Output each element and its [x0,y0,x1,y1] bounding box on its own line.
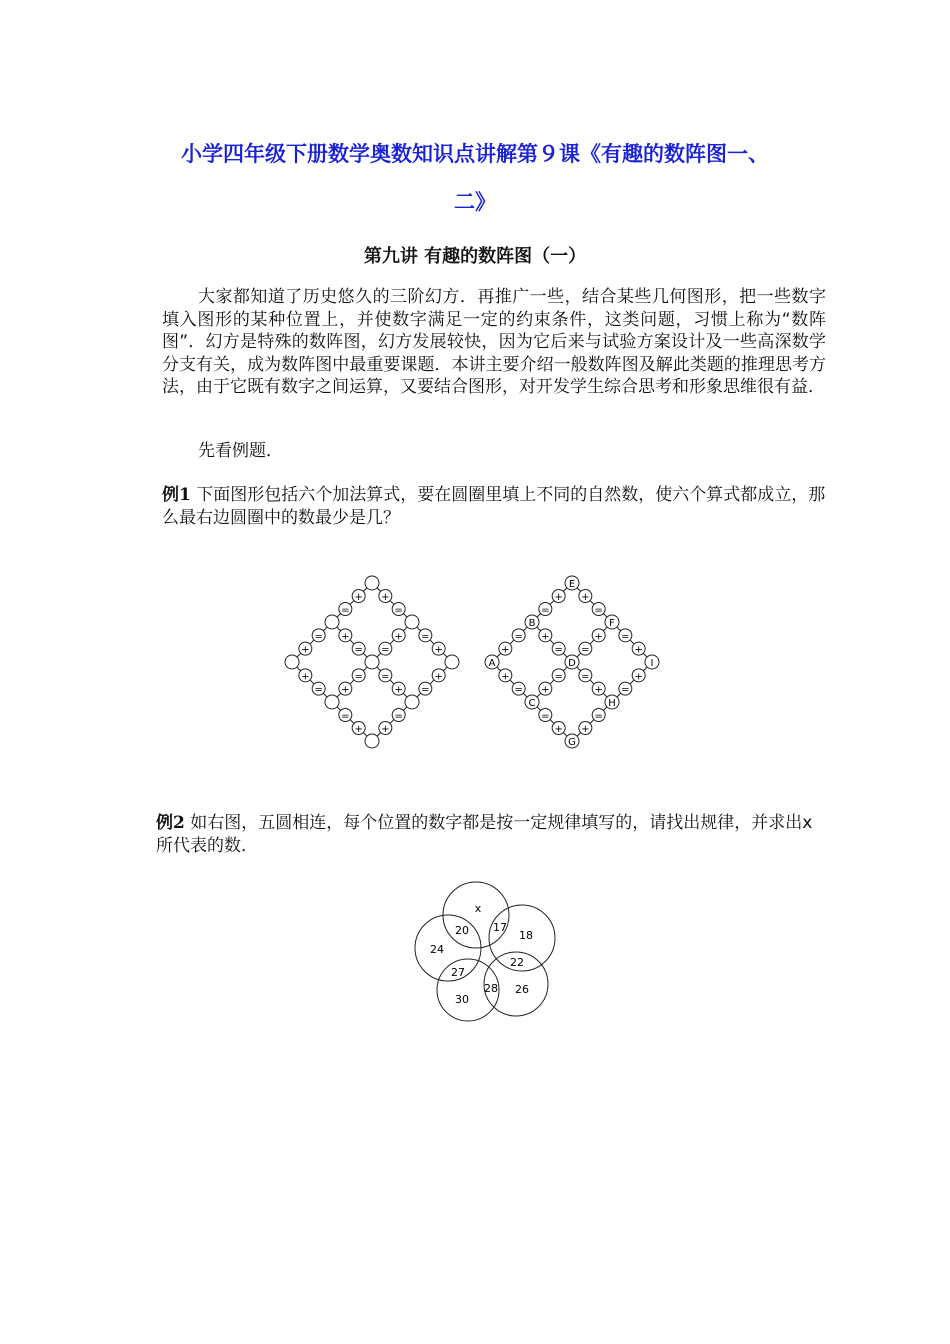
document-title-line-2: 二》 [454,190,496,214]
number-18: 18 [519,929,533,942]
equals-sign: = [554,671,563,683]
intro-paragraph: 大家都知道了历史悠久的三阶幻方．再推广一些，结合某些几何图形，把一些数字填入图形的某种位置上，并使数字满足一定的约束条件，这类问题，习惯上称为“数阵图”．幻方是特殊的数阵图，幻方发展较快，因为它后来与试验方案设计及一些高深数学分支有关，成为数阵图中最重要课题．本讲主要介绍一般数阵图及解此类题的推理思考方法，由于它既有数字之间运算，又要结合图形，对开发学生综合思考和形象思维很有益． [162,287,826,397]
node-letter-e: E [568,579,576,590]
equals-sign: = [514,684,523,696]
lattice-edge [572,583,612,622]
node-circle-blank [445,655,459,669]
plus-sign: + [394,631,403,643]
plus-sign: + [634,671,643,683]
equals-sign: = [594,711,603,722]
node-circle-blank [405,615,419,629]
plus-sign: + [434,644,443,656]
lattice-edge [612,662,652,702]
plus-sign: + [301,671,310,683]
equals-sign: = [314,684,323,696]
example-1-text: 下面图形包括六个加法算式，要在圆圈里填上不同的自然数，使六个算式都成立，那么最右边圆圈中的数最少是几？ [162,485,826,528]
number-24: 24 [430,943,444,956]
plus-sign: + [581,724,590,735]
lattice-edge [332,702,372,741]
equals-sign: = [581,644,590,656]
lattice-edge [332,583,372,622]
number-x: x [474,902,482,915]
equals-sign: = [381,671,390,683]
equals-sign: = [341,605,350,616]
lattice-edge [372,622,412,662]
equals-sign: = [394,605,403,616]
equals-sign: = [354,644,363,656]
node-circle-blank [405,695,419,709]
node-circle-blank [365,576,379,590]
equals-sign: = [594,605,603,616]
plus-sign: + [354,592,363,603]
plus-sign: + [381,724,390,735]
plus-sign: + [501,644,510,656]
lattice-edge [292,622,332,662]
diamond-grid-lettered [485,576,659,748]
equals-sign: = [341,711,350,722]
example-2-text: 如右图，五圆相连，每个位置的数字都是按一定规律填写的，请找出规律，并求出x所代表的数． [156,813,813,856]
plus-sign: + [541,684,550,696]
lattice-edge [332,622,372,662]
equals-sign: = [421,684,430,696]
lattice-edge [572,702,612,741]
plus-sign: + [634,644,643,656]
node-circle-blank [325,615,339,629]
node-circle-blank [365,734,379,748]
equals-sign: = [541,711,550,722]
lattice-edge [532,662,572,702]
equals-sign: = [541,605,550,616]
node-letter-d: D [568,658,576,669]
example-1 [162,484,826,529]
node-circle-blank [365,655,379,669]
equals-sign: = [621,631,630,643]
plus-sign: + [341,631,350,643]
document-title-line-1: 小学四年级下册数学奥数知识点讲解第９课《有趣的数阵图一、 [181,142,769,166]
number-27: 27 [451,966,465,979]
lecture-title: 第九讲 有趣的数阵图（一） [363,246,587,267]
lattice-edge [372,583,412,622]
lattice-edge [572,622,612,662]
example-2-label: 例2 [156,813,185,833]
plus-sign: + [541,631,550,643]
example-1-label: 例1 [162,485,191,505]
plus-sign: + [394,684,403,696]
number-26: 26 [515,983,529,996]
lattice-edge [532,622,572,662]
lattice-edge [412,662,452,702]
plus-sign: + [594,684,603,696]
lattice-edge [532,583,572,622]
lattice-edge [532,702,572,741]
equals-sign: = [621,684,630,696]
equals-sign: = [354,671,363,683]
lattice-edge [412,622,452,662]
example-2-figure [410,878,560,1023]
number-22: 22 [510,956,524,969]
node-letter-h: H [608,698,616,709]
example-1-figure [280,570,670,755]
equals-sign: = [514,631,523,643]
equals-sign: = [581,671,590,683]
node-letter-b: B [528,618,536,629]
node-letter-c: C [528,698,536,709]
lattice-edge [372,662,412,702]
plus-sign: + [354,724,363,735]
node-letter-i: I [650,658,654,669]
plus-sign: + [434,671,443,683]
equals-sign: = [554,644,563,656]
look-at-examples-line: 先看例题． [198,441,283,461]
equals-sign: = [394,711,403,722]
number-30: 30 [455,993,469,1006]
plus-sign: + [301,644,310,656]
lattice-edge [292,662,332,702]
equals-sign: = [314,631,323,643]
plus-sign: + [554,724,563,735]
lattice-edge [492,622,532,662]
equals-sign: = [381,644,390,656]
example-2 [156,812,820,857]
plus-sign: + [381,592,390,603]
lattice-edge [492,662,532,702]
node-letter-g: G [568,737,576,748]
number-28: 28 [484,982,498,995]
diamond-grid-blank [285,576,459,748]
node-circle-blank [285,655,299,669]
lattice-edge [372,702,412,741]
lattice-edge [332,662,372,702]
number-17: 17 [493,921,507,934]
plus-sign: + [341,684,350,696]
node-letter-f: F [609,618,615,629]
plus-sign: + [501,671,510,683]
plus-sign: + [554,592,563,603]
node-circle-blank [325,695,339,709]
lattice-edge [612,622,652,662]
plus-sign: + [594,631,603,643]
equals-sign: = [421,631,430,643]
number-20: 20 [455,924,469,937]
plus-sign: + [581,592,590,603]
lattice-edge [572,662,612,702]
node-letter-a: A [488,658,496,669]
